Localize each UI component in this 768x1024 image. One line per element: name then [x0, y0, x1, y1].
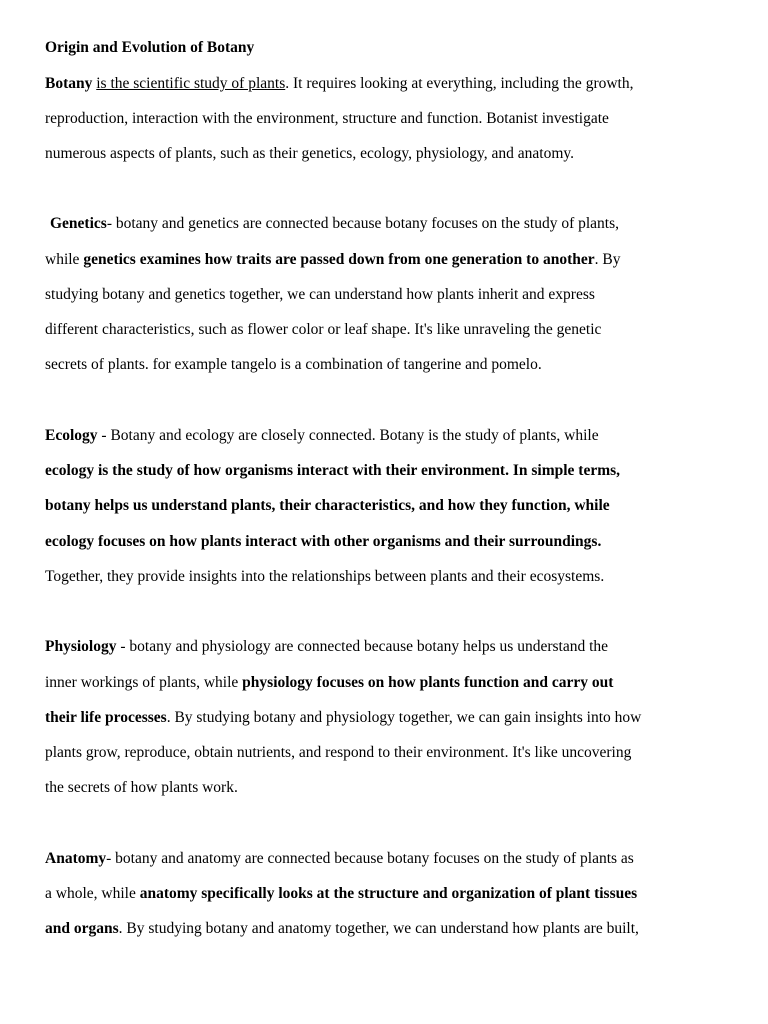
term-genetics: Genetics [50, 215, 107, 232]
physiology-line-5: the secrets of how plants work. [45, 779, 238, 796]
anatomy-line-2-a: a whole, while [45, 885, 140, 902]
anatomy-line-1-rest: - botany and anatomy are connected because botany focuses on the study of plants as [106, 850, 634, 867]
term-physiology: Physiology [45, 638, 117, 655]
term-botany: Botany [45, 75, 93, 92]
physiology-line-1-rest: - botany and physiology are connected because botany helps us understand the [116, 638, 609, 655]
physiology-line-1 [45, 637, 608, 657]
physiology-emphasis: physiology focuses on how plants function and carry out [242, 674, 614, 691]
genetics-line-2-rest: . By [594, 251, 621, 268]
anatomy-line-1 [45, 849, 634, 869]
anatomy-line-2 [45, 884, 637, 904]
genetics-line-1-rest: - botany and genetics are connected because botany focuses on the study of plants, [106, 215, 620, 232]
intro-line-1-rest: . It requires looking at everything, including the growth, [285, 75, 634, 92]
physiology-line-4: plants grow, reproduce, obtain nutrients, and respond to their environment. It's like uncovering [45, 744, 632, 761]
physiology-line-2-a: inner workings of plants, while [45, 674, 243, 691]
botany-definition: is the scientific study of plants [96, 75, 286, 92]
intro-line-2: reproduction, interaction with the environment, structure and function. Botanist investigate [45, 110, 609, 127]
ecology-line-1-rest: - Botany and ecology are closely connected. Botany is the study of plants, while [97, 427, 599, 444]
ecology-line-5: Together, they provide insights into the relationships between plants and their ecosystems. [45, 568, 605, 585]
anatomy-emphasis: anatomy specifically looks at the structure and organization of plant tissues [139, 885, 638, 902]
ecology-line-1 [45, 426, 599, 446]
genetics-line-2-a: while [45, 251, 84, 268]
ecology-line-2: ecology is the study of how organisms interact with their environment. In simple terms, [45, 462, 621, 479]
anatomy-emphasis-cont: and organs [45, 920, 119, 937]
ecology-line-3: botany helps us understand plants, their characteristics, and how they function, while [45, 497, 610, 514]
document-title: Origin and Evolution of Botany [45, 39, 255, 56]
intro-line-3: numerous aspects of plants, such as their genetics, ecology, physiology, and anatomy. [45, 145, 575, 162]
genetics-line-4: different characteristics, such as flower color or leaf shape. It's like unraveling the genetic [45, 321, 602, 338]
term-ecology: Ecology [45, 427, 98, 444]
ecology-line-4: ecology focuses on how plants interact with other organisms and their surroundings. [45, 533, 602, 550]
physiology-line-2 [45, 673, 613, 693]
intro-line-1 [45, 74, 633, 94]
anatomy-line-3-rest: . By studying botany and anatomy together, we can understand how plants are built, [118, 920, 639, 937]
physiology-emphasis-cont: their life processes [45, 709, 167, 726]
physiology-line-3-rest: . By studying botany and physiology together, we can gain insights into how [166, 709, 642, 726]
anatomy-line-3 [45, 919, 639, 939]
genetics-line-5: secrets of plants. for example tangelo is a combination of tangerine and pomelo. [45, 356, 542, 373]
genetics-line-3: studying botany and genetics together, we can understand how plants inherit and express [45, 286, 595, 303]
genetics-line-1 [50, 214, 619, 234]
genetics-line-2 [45, 250, 620, 270]
physiology-line-3 [45, 708, 641, 728]
genetics-emphasis: genetics examines how traits are passed down from one generation to another [83, 251, 595, 268]
term-anatomy: Anatomy [45, 850, 107, 867]
